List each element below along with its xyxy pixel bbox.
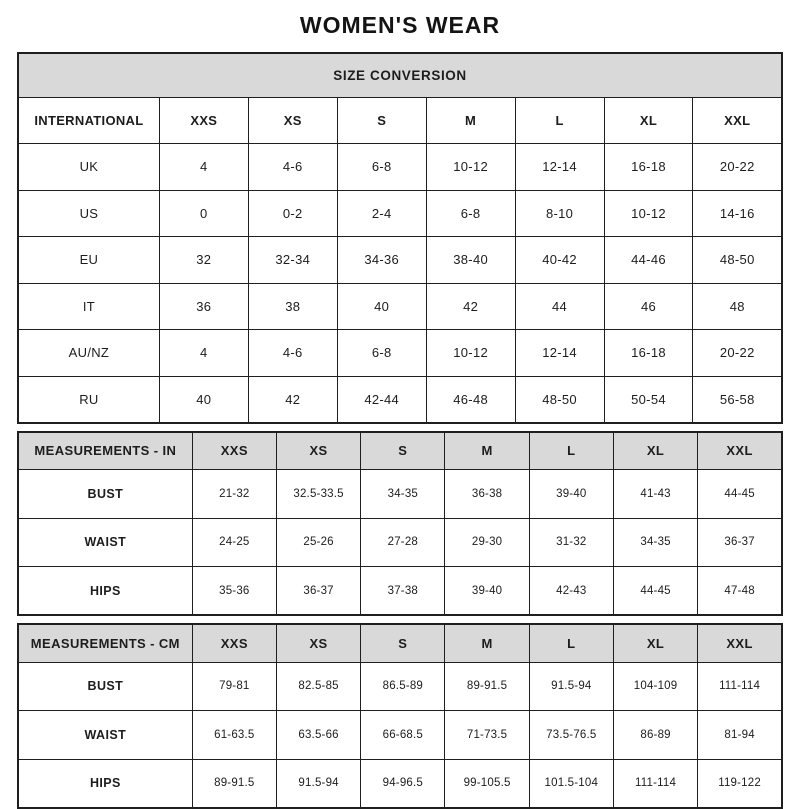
value-cell: 6-8 bbox=[337, 330, 426, 377]
value-cell: 48-50 bbox=[515, 376, 604, 423]
value-cell: 66-68.5 bbox=[361, 711, 445, 760]
value-cell: 37-38 bbox=[361, 567, 445, 616]
size-header-cell: XXL bbox=[698, 432, 782, 470]
value-cell: 32-34 bbox=[248, 237, 337, 284]
column-header-cell: L bbox=[515, 97, 604, 144]
value-cell: 32.5-33.5 bbox=[276, 470, 360, 519]
table-row bbox=[18, 330, 782, 377]
row-label: WAIST bbox=[18, 518, 192, 567]
value-cell: 86.5-89 bbox=[361, 662, 445, 711]
value-cell: 61-63.5 bbox=[192, 711, 276, 760]
value-cell: 119-122 bbox=[698, 759, 782, 808]
value-cell: 41-43 bbox=[613, 470, 697, 519]
table-row bbox=[18, 376, 782, 423]
value-cell: 4 bbox=[159, 144, 248, 191]
value-cell: 0-2 bbox=[248, 190, 337, 237]
value-cell: 2-4 bbox=[337, 190, 426, 237]
row-label: RU bbox=[18, 376, 159, 423]
value-cell: 38 bbox=[248, 283, 337, 330]
size-conversion-table bbox=[17, 52, 783, 424]
value-cell: 20-22 bbox=[693, 330, 782, 377]
table-row bbox=[18, 470, 782, 519]
value-cell: 16-18 bbox=[604, 144, 693, 191]
value-cell: 101.5-104 bbox=[529, 759, 613, 808]
column-header-cell: XS bbox=[248, 97, 337, 144]
value-cell: 111-114 bbox=[698, 662, 782, 711]
size-header-cell: L bbox=[529, 432, 613, 470]
column-header-cell: INTERNATIONAL bbox=[18, 97, 159, 144]
column-header-cell: S bbox=[337, 97, 426, 144]
table-row bbox=[18, 711, 782, 760]
table-row bbox=[18, 518, 782, 567]
measurements-in-table bbox=[17, 431, 783, 617]
value-cell: 4 bbox=[159, 330, 248, 377]
value-cell: 44-46 bbox=[604, 237, 693, 284]
value-cell: 42-44 bbox=[337, 376, 426, 423]
value-cell: 36-37 bbox=[276, 567, 360, 616]
table-band-row bbox=[18, 53, 782, 97]
size-header-cell: XXL bbox=[698, 624, 782, 662]
value-cell: 31-32 bbox=[529, 518, 613, 567]
size-header-cell: XL bbox=[613, 432, 697, 470]
column-header-cell: XXL bbox=[693, 97, 782, 144]
row-label: EU bbox=[18, 237, 159, 284]
measurements-header-cell: MEASUREMENTS - IN bbox=[18, 432, 192, 470]
measurements-header-cell: MEASUREMENTS - CM bbox=[18, 624, 192, 662]
row-label: AU/NZ bbox=[18, 330, 159, 377]
table-row bbox=[18, 283, 782, 330]
value-cell: 40 bbox=[159, 376, 248, 423]
value-cell: 27-28 bbox=[361, 518, 445, 567]
column-header-row bbox=[18, 432, 782, 470]
value-cell: 48 bbox=[693, 283, 782, 330]
value-cell: 6-8 bbox=[337, 144, 426, 191]
value-cell: 42 bbox=[248, 376, 337, 423]
value-cell: 24-25 bbox=[192, 518, 276, 567]
size-header-cell: XXS bbox=[192, 624, 276, 662]
row-label: US bbox=[18, 190, 159, 237]
value-cell: 86-89 bbox=[613, 711, 697, 760]
value-cell: 91.5-94 bbox=[529, 662, 613, 711]
value-cell: 99-105.5 bbox=[445, 759, 529, 808]
size-header-cell: M bbox=[445, 432, 529, 470]
column-header-row bbox=[18, 624, 782, 662]
value-cell: 79-81 bbox=[192, 662, 276, 711]
table-row bbox=[18, 759, 782, 808]
value-cell: 36-38 bbox=[445, 470, 529, 519]
value-cell: 25-26 bbox=[276, 518, 360, 567]
value-cell: 16-18 bbox=[604, 330, 693, 377]
value-cell: 35-36 bbox=[192, 567, 276, 616]
value-cell: 71-73.5 bbox=[445, 711, 529, 760]
row-label: IT bbox=[18, 283, 159, 330]
value-cell: 46-48 bbox=[426, 376, 515, 423]
value-cell: 34-35 bbox=[613, 518, 697, 567]
value-cell: 21-32 bbox=[192, 470, 276, 519]
value-cell: 10-12 bbox=[426, 330, 515, 377]
value-cell: 34-35 bbox=[361, 470, 445, 519]
value-cell: 44-45 bbox=[698, 470, 782, 519]
size-header-cell: L bbox=[529, 624, 613, 662]
row-label: BUST bbox=[18, 662, 192, 711]
table-row bbox=[18, 190, 782, 237]
value-cell: 12-14 bbox=[515, 330, 604, 377]
value-cell: 56-58 bbox=[693, 376, 782, 423]
value-cell: 48-50 bbox=[693, 237, 782, 284]
value-cell: 38-40 bbox=[426, 237, 515, 284]
size-conversion-header: SIZE CONVERSION bbox=[18, 53, 782, 97]
value-cell: 14-16 bbox=[693, 190, 782, 237]
value-cell: 50-54 bbox=[604, 376, 693, 423]
table-row bbox=[18, 567, 782, 616]
table-row bbox=[18, 144, 782, 191]
value-cell: 94-96.5 bbox=[361, 759, 445, 808]
size-header-cell: XXS bbox=[192, 432, 276, 470]
value-cell: 73.5-76.5 bbox=[529, 711, 613, 760]
value-cell: 47-48 bbox=[698, 567, 782, 616]
size-header-cell: S bbox=[361, 432, 445, 470]
value-cell: 10-12 bbox=[426, 144, 515, 191]
column-header-cell: M bbox=[426, 97, 515, 144]
value-cell: 42-43 bbox=[529, 567, 613, 616]
value-cell: 39-40 bbox=[529, 470, 613, 519]
value-cell: 40 bbox=[337, 283, 426, 330]
value-cell: 20-22 bbox=[693, 144, 782, 191]
value-cell: 91.5-94 bbox=[276, 759, 360, 808]
measurements-cm-table bbox=[17, 623, 783, 809]
value-cell: 4-6 bbox=[248, 330, 337, 377]
value-cell: 89-91.5 bbox=[192, 759, 276, 808]
size-header-cell: XL bbox=[613, 624, 697, 662]
size-header-cell: M bbox=[445, 624, 529, 662]
value-cell: 82.5-85 bbox=[276, 662, 360, 711]
column-header-cell: XL bbox=[604, 97, 693, 144]
value-cell: 0 bbox=[159, 190, 248, 237]
table-row bbox=[18, 662, 782, 711]
value-cell: 10-12 bbox=[604, 190, 693, 237]
value-cell: 4-6 bbox=[248, 144, 337, 191]
value-cell: 111-114 bbox=[613, 759, 697, 808]
column-header-cell: XXS bbox=[159, 97, 248, 144]
value-cell: 34-36 bbox=[337, 237, 426, 284]
value-cell: 104-109 bbox=[613, 662, 697, 711]
column-header-row bbox=[18, 97, 782, 144]
page-title: WOMEN'S WEAR bbox=[299, 12, 501, 38]
value-cell: 39-40 bbox=[445, 567, 529, 616]
value-cell: 8-10 bbox=[515, 190, 604, 237]
row-label: WAIST bbox=[18, 711, 192, 760]
size-header-cell: XS bbox=[276, 432, 360, 470]
size-header-cell: S bbox=[361, 624, 445, 662]
value-cell: 89-91.5 bbox=[445, 662, 529, 711]
table-row bbox=[18, 237, 782, 284]
value-cell: 81-94 bbox=[698, 711, 782, 760]
value-cell: 32 bbox=[159, 237, 248, 284]
row-label: BUST bbox=[18, 470, 192, 519]
row-label: HIPS bbox=[18, 567, 192, 616]
value-cell: 42 bbox=[426, 283, 515, 330]
value-cell: 44-45 bbox=[613, 567, 697, 616]
value-cell: 36-37 bbox=[698, 518, 782, 567]
row-label: UK bbox=[18, 144, 159, 191]
value-cell: 44 bbox=[515, 283, 604, 330]
value-cell: 46 bbox=[604, 283, 693, 330]
size-header-cell: XS bbox=[276, 624, 360, 662]
value-cell: 29-30 bbox=[445, 518, 529, 567]
value-cell: 40-42 bbox=[515, 237, 604, 284]
value-cell: 6-8 bbox=[426, 190, 515, 237]
row-label: HIPS bbox=[18, 759, 192, 808]
value-cell: 12-14 bbox=[515, 144, 604, 191]
value-cell: 63.5-66 bbox=[276, 711, 360, 760]
value-cell: 36 bbox=[159, 283, 248, 330]
